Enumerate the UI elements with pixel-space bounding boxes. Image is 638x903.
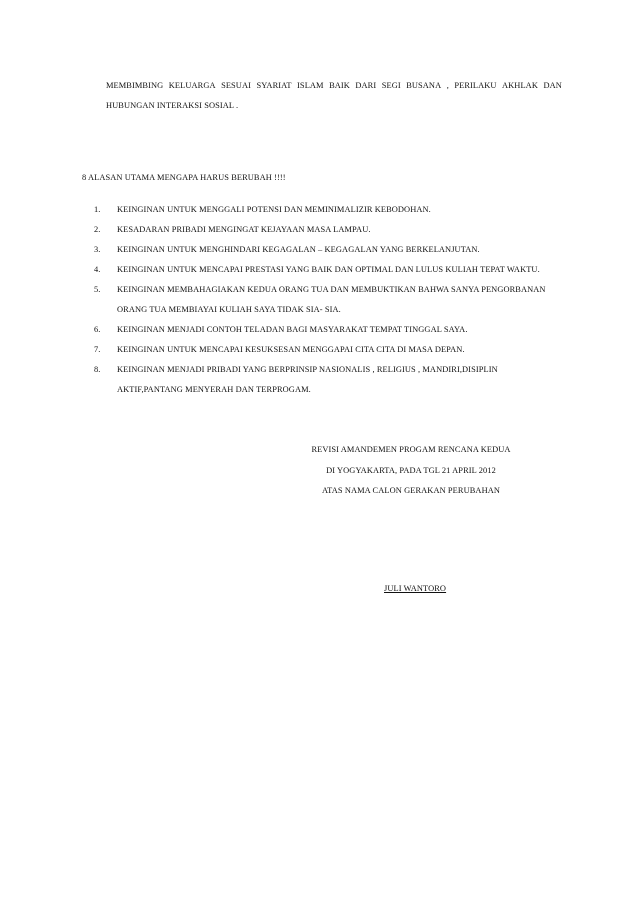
- reason-number-3: 3.: [94, 245, 101, 254]
- intro-line-1-word: MEMBIMBING: [106, 81, 164, 90]
- intro-line-1-word: BAIK: [329, 81, 350, 90]
- reason-text-4: KEINGINAN UNTUK MENCAPAI PRESTASI YANG BAIK DAN OPTIMAL DAN LULUS KULIAH TEPAT WAKTU.: [117, 265, 540, 274]
- reason-text-1: KEINGINAN UNTUK MENGGALI POTENSI DAN MEMINIMALIZIR KEBODOHAN.: [117, 205, 431, 214]
- intro-line-2: HUBUNGAN INTERAKSI SOSIAL .: [106, 101, 239, 110]
- intro-line-1-word: ISLAM: [297, 81, 324, 90]
- intro-line-1-word: ,: [446, 81, 449, 90]
- intro-line-1-word: PERILAKU: [454, 81, 497, 90]
- intro-line-1-word: BUSANA: [406, 81, 442, 90]
- intro-line-1-word: KELUARGA: [168, 81, 216, 90]
- intro-line-1-word: AKHLAK: [502, 81, 538, 90]
- reason-text-2: KESADARAN PRIBADI MENGINGAT KEJAYAAN MASA LAMPAU.: [117, 225, 371, 234]
- reason-number-1: 1.: [94, 205, 101, 214]
- reason-number-7: 7.: [94, 345, 101, 354]
- reason-number-6: 6.: [94, 325, 101, 334]
- signature-revision-line: REVISI AMANDEMEN PROGAM RENCANA KEDUA: [311, 445, 511, 454]
- reason-text-5: KEINGINAN MEMBAHAGIAKAN KEDUA ORANG TUA DAN MEMBUKTIKAN BAHWA SANYA PENGORBANAN: [117, 285, 546, 294]
- reason-number-4: 4.: [94, 265, 101, 274]
- intro-line-1-word: SESUAI: [221, 81, 251, 90]
- signature-place-date: DI YOGYAKARTA, PADA TGL 21 APRIL 2012: [326, 466, 496, 475]
- reason-number-8: 8.: [94, 365, 101, 374]
- intro-line-1-word: SEGI: [381, 81, 401, 90]
- signature-on-behalf: ATAS NAMA CALON GERAKAN PERUBAHAN: [321, 486, 501, 495]
- reason-number-5: 5.: [94, 285, 101, 294]
- reason-text-8: KEINGINAN MENJADI PRIBADI YANG BERPRINSIP NASIONALIS , RELIGIUS , MANDIRI,DISIPLIN: [117, 365, 498, 374]
- reason-text-8-continued: AKTIF,PANTANG MENYERAH DAN TERPROGAM.: [117, 385, 311, 394]
- intro-line-1-word: DARI: [355, 81, 377, 90]
- reason-text-5-continued: ORANG TUA MEMBIAYAI KULIAH SAYA TIDAK SIA- SIA.: [117, 305, 341, 314]
- signatory-name: JULI WANTORO: [384, 584, 447, 593]
- intro-line-1: [106, 81, 562, 90]
- reason-number-2: 2.: [94, 225, 101, 234]
- reason-text-6: KEINGINAN MENJADI CONTOH TELADAN BAGI MASYARAKAT TEMPAT TINGGAL SAYA.: [117, 325, 468, 334]
- section-heading: 8 ALASAN UTAMA MENGAPA HARUS BERUBAH !!!!: [82, 173, 286, 182]
- reason-text-7: KEINGINAN UNTUK MENCAPAI KESUKSESAN MENGGAPAI CITA CITA DI MASA DEPAN.: [117, 345, 465, 354]
- intro-line-1-word: DAN: [543, 81, 562, 90]
- reason-text-3: KEINGINAN UNTUK MENGHINDARI KEGAGALAN – KEGAGALAN YANG BERKELANJUTAN.: [117, 245, 480, 254]
- intro-line-1-word: SYARIAT: [256, 81, 292, 90]
